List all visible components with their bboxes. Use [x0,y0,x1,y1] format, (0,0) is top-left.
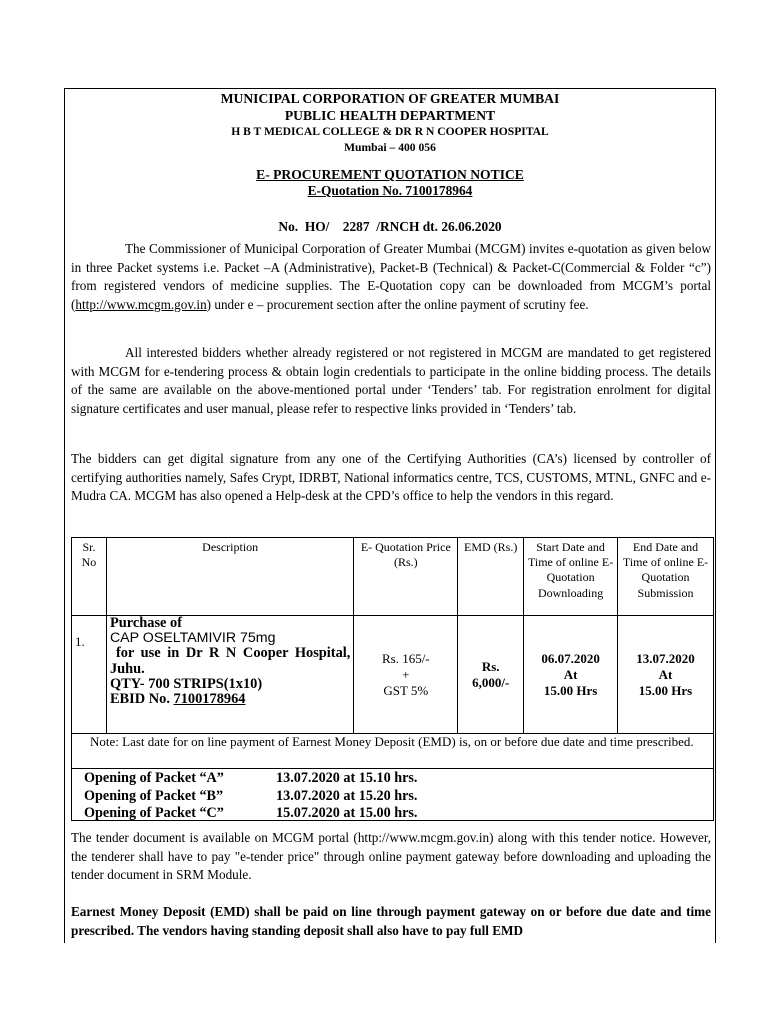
row-sr: 1. [72,616,107,734]
notice-frame [64,88,716,943]
dept-name: PUBLIC HEALTH DEPARTMENT [284,108,496,123]
intro-paragraph: The Commissioner of Municipal Corporation of Greater Mumbai (MCGM) invites e-quotation as given below in three Packet systems i.e. Packet –A (Administrative), Packet-B (Technical) & Packet-C(Commercial & Folder “c”) from registered vendors of medicine supplies. The E-Quotation copy can be downloaded from MCGM’s portal (http://www.mcgm.gov.in) under e – procurement section after the online payment of scrutiny fee. [71,241,711,312]
row-end: 13.07.2020 At 15.00 Hrs [618,616,714,734]
header-start: Start Date and Time of online E-Quotation Downloading [524,538,618,616]
header-sr: Sr. No [72,538,107,616]
quotation-no: E-Quotation No. 7100178964 [307,183,473,198]
opening-packet-a: Opening of Packet “A” 13.07.2020 at 15.10 hrs. [84,770,418,786]
registration-paragraph: All interested bidders whether already registered or not registered in MCGM are mandated to get registered with MCGM for e-tendering process & obtain login credentials to participate in the online bidding process. The details of the same are available on the above-mentioned portal under ‘Tenders’ tab. For registration enrolment for digital signature certificates and user manual, please refer to respective links provided in ‘Tenders’ tab. [71,345,711,416]
tender-document-paragraph: The tender document is available on MCGM portal (http://www.mcgm.gov.in) along with this tender notice. However, the tenderer shall have to pay "e-tender price" through online payment gateway before downloading and uploading the tender document in SRM Module. [71,830,711,883]
quotation-table [71,537,714,734]
header-emd: EMD (Rs.) [458,538,524,616]
org-name: MUNICIPAL CORPORATION OF GREATER MUMBAI [220,91,560,106]
row-emd: Rs. 6,000/- [458,616,524,734]
packet-openings [71,769,714,821]
row-start: 06.07.2020 At 15.00 Hrs [524,616,618,734]
table-header-row [72,538,714,616]
notice-title: E- PROCUREMENT QUOTATION NOTICE [256,167,524,182]
header-end: End Date and Time of online E-Quotation Submission [618,538,714,616]
mcgm-portal-link[interactable]: http://www.mcgm.gov.in [75,296,207,312]
header-description: Description [106,538,353,616]
table-row [72,616,714,734]
opening-packet-c: Opening of Packet “C” 15.07.2020 at 15.00 hrs. [84,805,418,821]
header-price: E- Quotation Price (Rs.) [354,538,458,616]
row-price: Rs. 165/- + GST 5% [354,616,458,734]
opening-packet-b: Opening of Packet “B” 13.07.2020 at 15.20 hrs. [84,787,418,804]
emd-note: Note: Last date for on line payment of Earnest Money Deposit (EMD) is, on or before due date and time prescribed. [71,734,714,769]
hospital-name: H B T MEDICAL COLLEGE & DR R N COOPER HOSPITAL [231,125,549,138]
city: Mumbai – 400 056 [344,141,436,154]
emd-paragraph: Earnest Money Deposit (EMD) shall be paid on line through payment gateway on or before due date and time prescribed. The vendors having standing deposit shall also have to pay full EMD [71,904,711,938]
digital-signature-paragraph: The bidders can get digital signature from any one of the Certifying Authorities (CA’s) licensed by controller of certifying authorities namely, Safes Crypt, IDRBT, National informatics centre, TCS, CUSTOMS, MTNL, GNFC and e-Mudra CA. MCGM has also opened a Help-desk at the CPD’s office to help the vendors in this regard. [71,451,711,504]
ref-no: No. HO/ 2287 /RNCH dt. 26.06.2020 [278,219,502,234]
ebid-number: 7100178964 [173,691,246,708]
row-description: Purchase of CAP OSELTAMIVIR 75mg for use in Dr R N Cooper Hospital, Juhu. QTY- 700 STRIPS(1x10) EBID No. 7100178964 [106,616,353,734]
